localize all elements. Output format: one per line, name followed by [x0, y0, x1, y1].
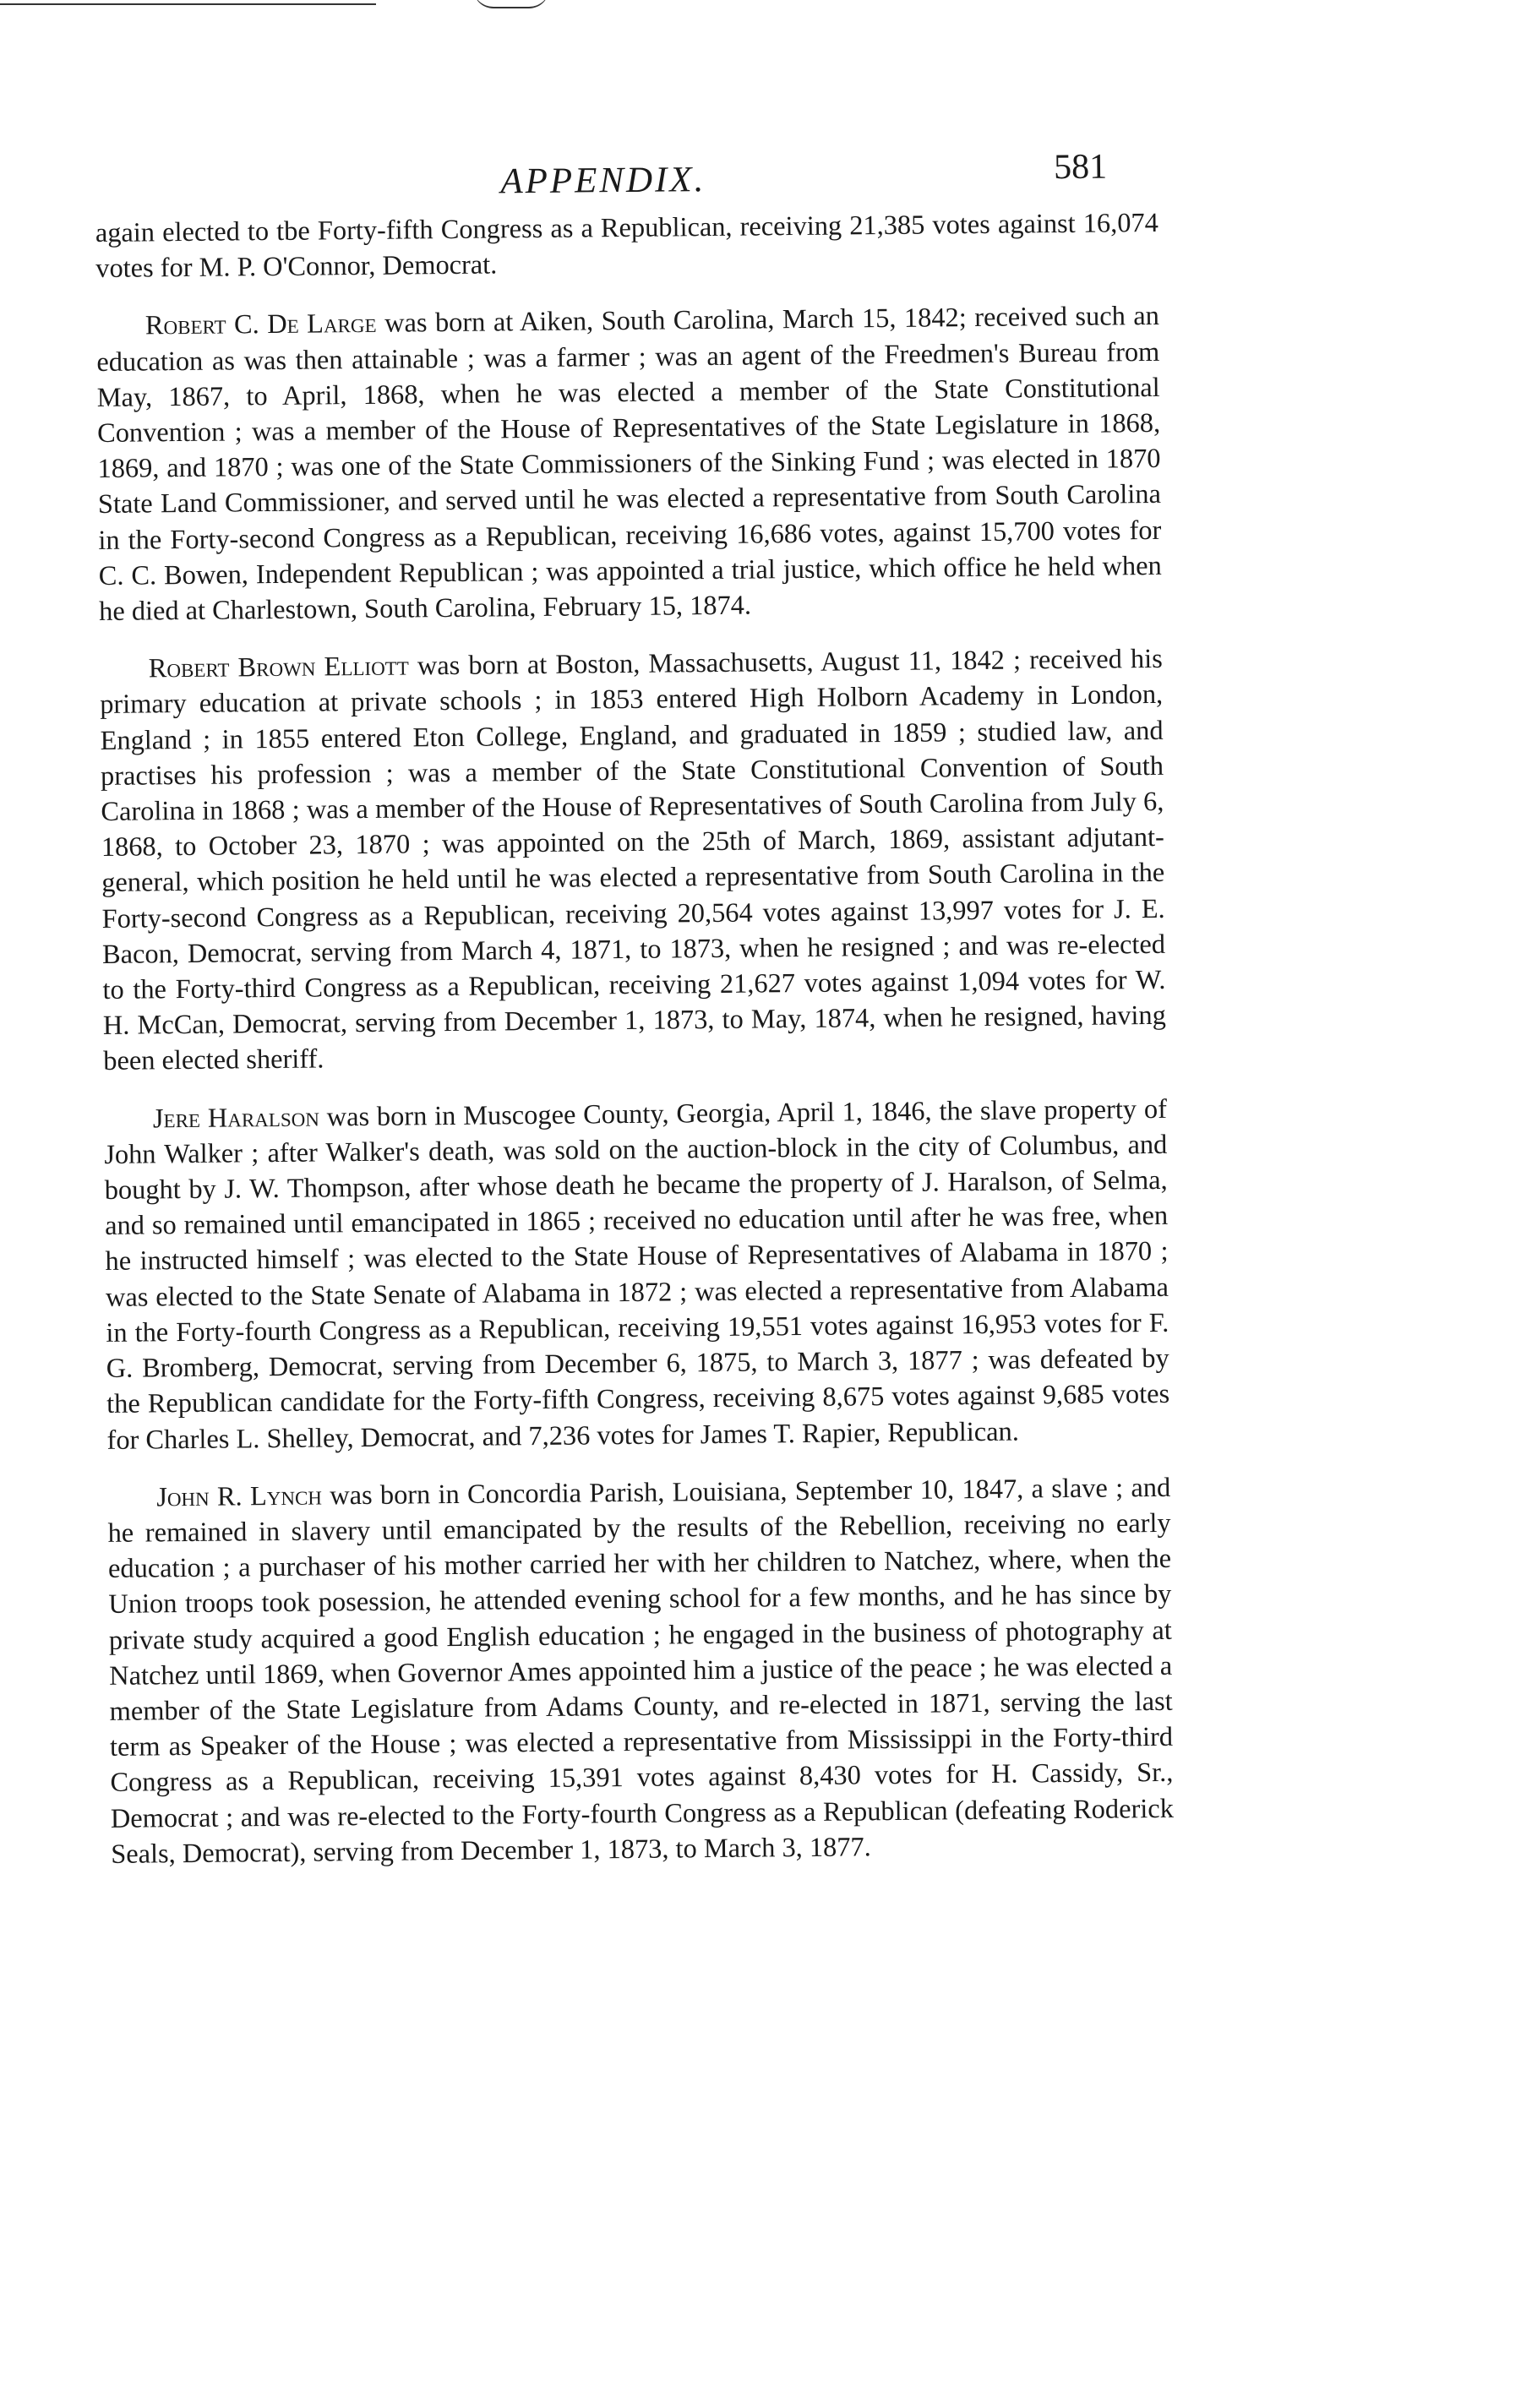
book-page	[95, 146, 1174, 1872]
top-edge-rule	[0, 3, 376, 5]
paragraph-text: was born in Concordia Parish, Louisiana, September 10, 1847, a slave ; and he remained in slavery until emancipated by the results of the Rebellion, receiving no early education ; a purchaser of his mother carried her with her children to Natchez, where, when the Union troops took posession, he attended evening school for a few months, and he has since by private study acquired a good English education ; he engaged in the business of photography at Natchez until 1869, when Governor Ames appointed him a justice of the peace ; he was elected a member of the State Legislature from Adams County, and re-elected in 1871, serving the last term as Speaker of the House ; was elected a representative from Mississippi in the Forty-third Congress as a Republican, receiving 15,391 votes against 8,430 votes for H. Cassidy, Sr., Democrat ; and was re-elected to the Forty-fourth Congress as a Republican (defeating Roderick Seals, Democrat), serving from December 1, 1873, to March 3, 1877.	[107, 1472, 1175, 1870]
paragraph-haralson	[104, 1092, 1170, 1458]
top-edge-ornament	[473, 0, 549, 8]
paragraph-lynch	[107, 1470, 1174, 1872]
person-name: Robert Brown Elliott	[148, 651, 409, 684]
paragraph-text: was born in Muscogee County, Georgia, April 1, 1846, the slave property of John Walker ; after Walker's death, was sold on the auction-block in the city of Columbus, and bought by J. W. Thompson, after whose death he became the property of J. Haralson, of Selma, and so remained until emancipated in 1865 ; received no education until after he was free, when he instructed himself ; was elected to the State House of Representatives of Alabama in 1870 ; was elected to the State Senate of Alabama in 1872 ; was elected a representative from Alabama in the Forty-fourth Congress as a Republican, receiving 19,551 votes against 16,953 votes for F. G. Bromberg, Democrat, serving from December 6, 1875, to March 3, 1877 ; was defeated by the Republican candidate for the Forty-fifth Congress, receiving 8,675 votes against 9,685 votes for Charles L. Shelley, Democrat, and 7,236 votes for James T. Rapier, Republican.	[104, 1093, 1170, 1456]
paragraph-continuation	[95, 205, 1159, 286]
paragraph-text: again elected to tbe Forty-fifth Congress as a Republican, receiving 21,385 votes against 16,074 votes for M. P. O'Connor, Democrat.	[95, 207, 1158, 285]
page-number: 581	[1053, 147, 1108, 188]
running-head	[95, 146, 1158, 215]
person-name: Jere Haralson	[152, 1102, 320, 1135]
paragraph-de-large	[96, 298, 1163, 629]
paragraph-elliott	[100, 641, 1167, 1079]
paragraph-text: was born at Aiken, South Carolina, March 15, 1842; received such an education as was then attainable ; was a farmer ; was an agent of the Freedmen's Bureau from May, 1867, to April, 1868, when he was elected a member of the State Constitutional Convention ; was a member of the House of Representatives of the State Legislature in 1868, 1869, and 1870 ; was one of the State Commissioners of the Sinking Fund ; was elected in 1870 State Land Commissioner, and served until he was elected a representative from South Carolina in the Forty-second Congress as a Republican, receiving 16,686 votes, against 15,700 votes for C. C. Bowen, Independent Republican ; was appointed a trial justice, which office he held when he died at Charlestown, South Carolina, February 15, 1874.	[96, 301, 1162, 628]
person-name: Robert C. De Large	[144, 308, 377, 341]
paragraph-text: was born at Boston, Massachusetts, August 11, 1842 ; received his primary education at private schools ; in 1853 entered High Holborn Academy in London, England ; in 1855 entered Eton College, England, and graduated in 1859 ; studied law, and practises his profession ; was a member of the State Constitutional Convention of South Carolina in 1868 ; was a member of the House of Representatives of South Carolina from July 6, 1868, to October 23, 1870 ; was appointed on the 25th of March, 1869, assistant adjutant-general, which position he held until he was elected a representative from South Carolina in the Forty-second Congress as a Republican, receiving 20,564 votes against 13,997 votes for J. E. Bacon, Democrat, serving from March 4, 1871, to 1873, when he resigned ; and was re-elected to the Forty-third Congress as a Republican, receiving 21,627 votes against 1,094 votes for W. H. McCan, Democrat, serving from December 1, 1873, to May, 1874, when he resigned, having been elected sheriff.	[100, 644, 1166, 1077]
person-name: John R. Lynch	[156, 1480, 323, 1513]
running-title: APPENDIX.	[500, 160, 706, 202]
